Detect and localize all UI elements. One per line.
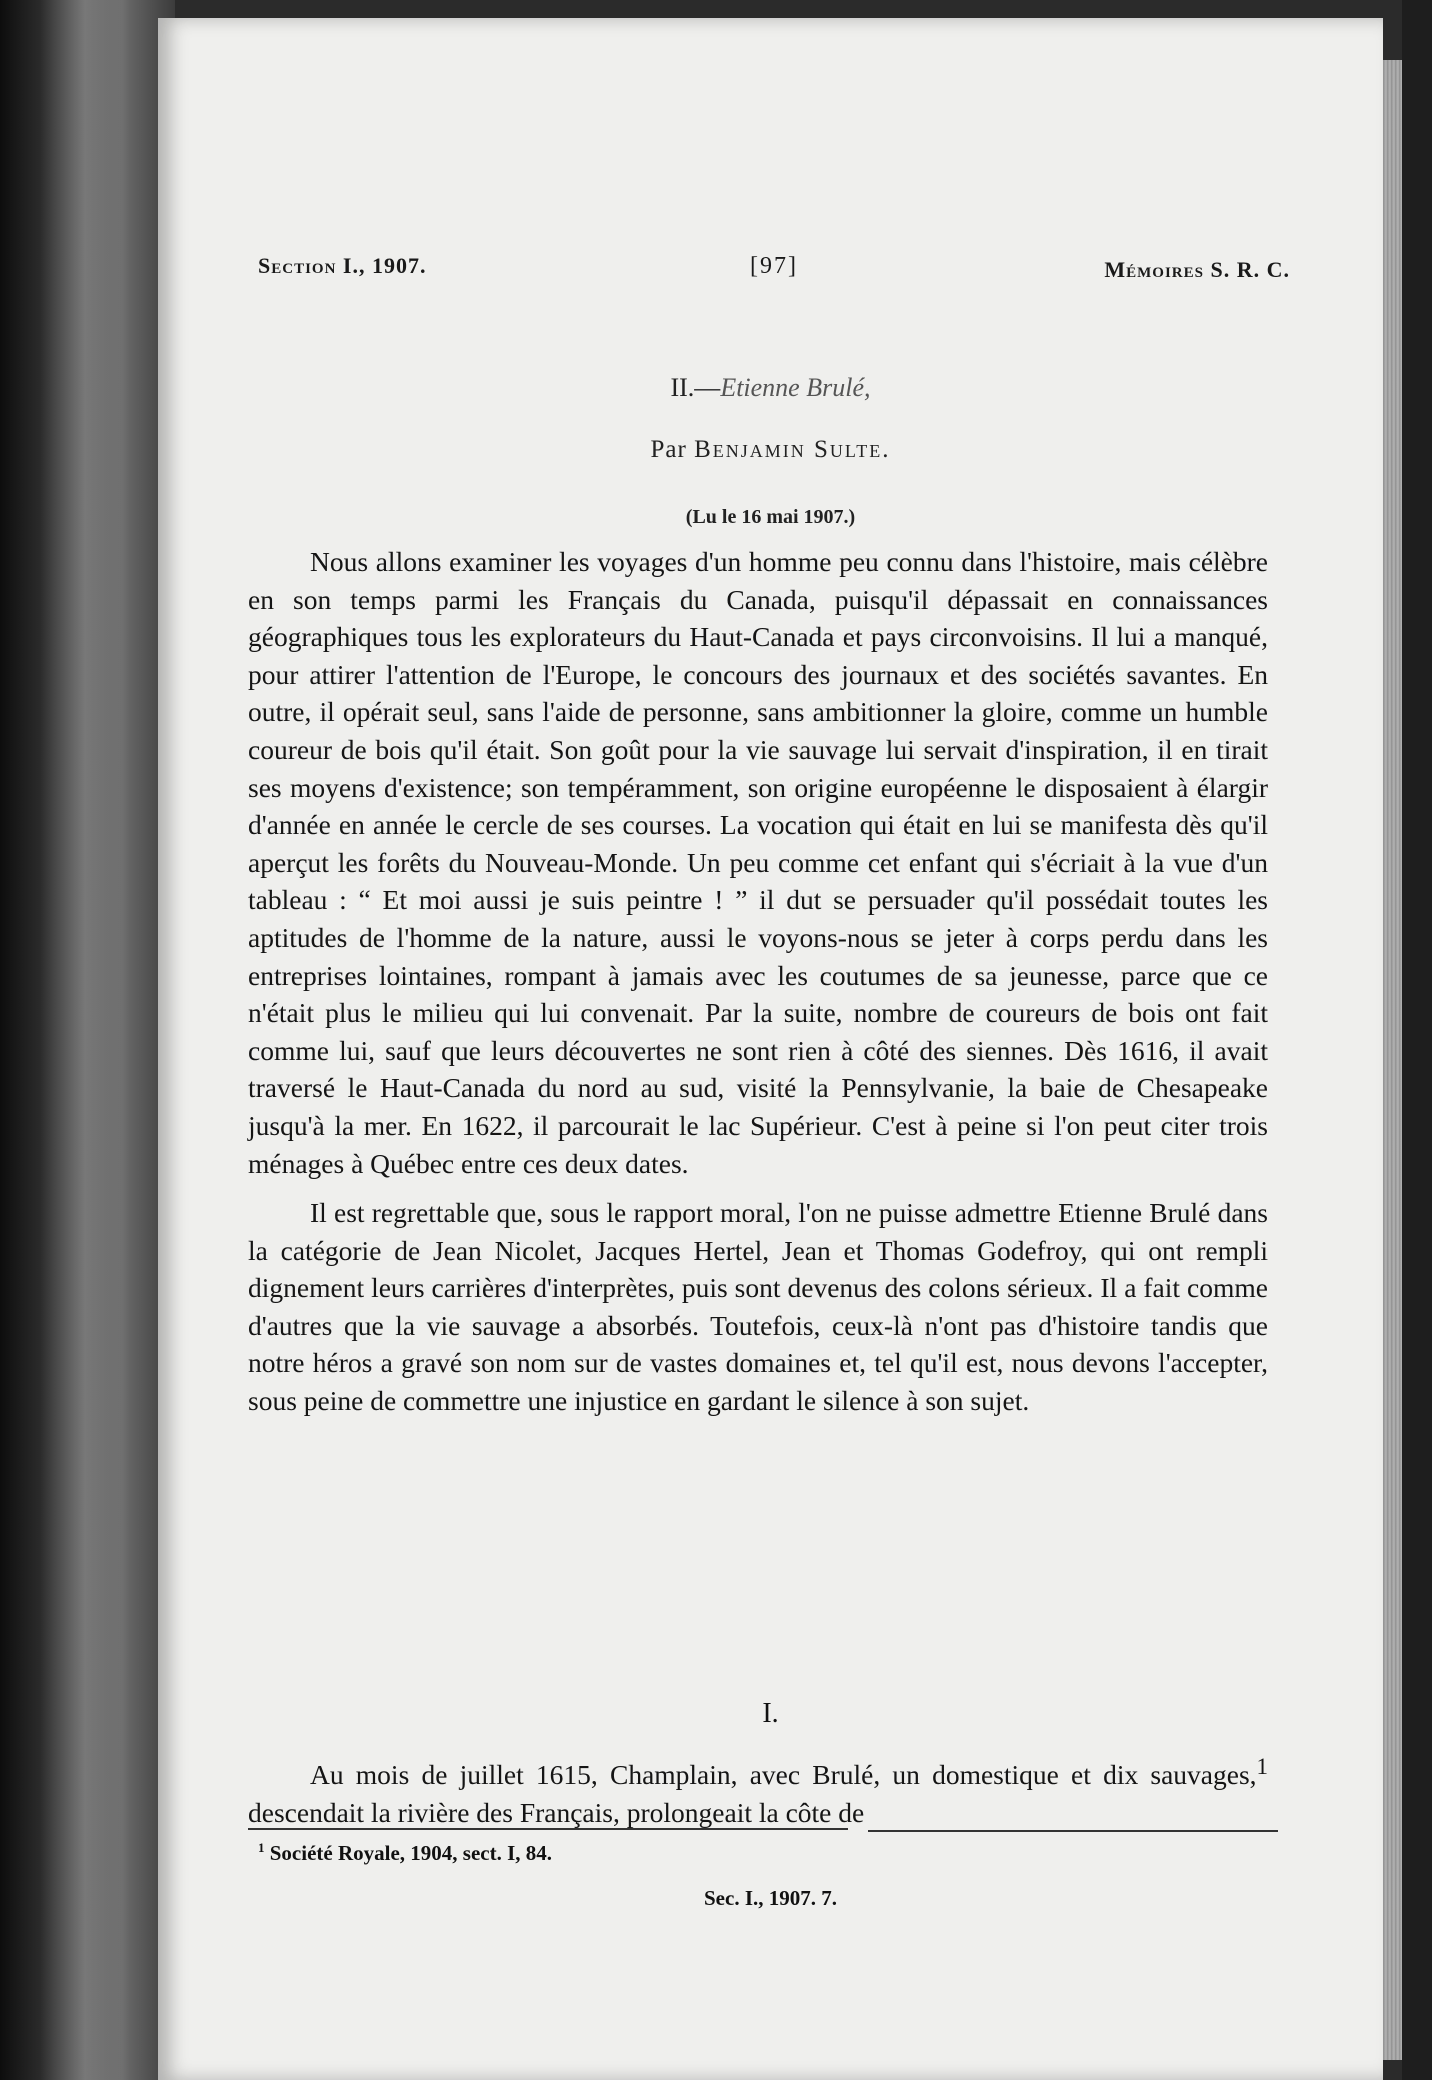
byline <box>158 436 1383 464</box>
footnote-rule-right <box>868 1830 1278 1832</box>
page-stack-edge <box>1380 60 1404 2060</box>
footnote-ref: 1 <box>1256 1754 1268 1779</box>
paragraph-3 <box>248 1748 1268 1831</box>
header-journal: Mémoires S. R. C. <box>1104 257 1290 282</box>
section-heading: I. <box>762 1698 779 1729</box>
paragraph-3-text: Au mois de juillet 1615, Champlain, avec Brulé, un domestique et dix sauvages, <box>310 1759 1257 1791</box>
footnote <box>258 1840 1258 1866</box>
article-title <box>158 373 1383 403</box>
paragraph-2: Il est regrettable que, sous le rapport moral, l'on ne puisse admettre Etienne Brulé dans la catégorie de Jean Nicolet, Jacques Hertel, Jean et Thomas Godefroy, qui ont rempli dignement leurs carrières d'interprètes, puis sont devenus des colons sérieux. Il a fait comme d'autres que la vie sauvage a absorbés. Toutefois, ceux-là n'ont pas d'histoire tandis que notre héros a gravé son nom sur de vastes domaines et, tel qu'il est, nous devons l'accepter, sous peine de commettre une injustice en gardant le silence à son sujet. <box>248 1197 1268 1417</box>
reading-date: (Lu le 16 mai 1907.) <box>685 506 856 528</box>
signature-mark: Sec. I., 1907. 7. <box>704 1886 837 1910</box>
paragraph-1: Nous allons examiner les voyages d'un homme peu connu dans l'histoire, mais célèbre en son temps parmi les Français du Canada, puisqu'il dépassait en connaissances géographiques tous les explorateurs du Haut-Canada et pays circonvoisins. Il lui a manqué, pour attirer l'attention de l'Europe, le concours des journaux et des sociétés savantes. En outre, il opérait seul, sans l'aide de personne, sans ambitionner la gloire, comme un humble coureur de bois qu'il était. Son goût pour la vie sauvage lui servait d'inspiration, il en tirait ses moyens d'existence; son tempéramment, son origine européenne le disposaient à élargir d'année en année le cercle de ses courses. La vocation qui était en lui se manifesta dès qu'il aperçut les forêts du Nouveau-Monde. Un peu comme cet enfant qui s'écriait à la vue d'un tableau : “ Et moi aussi je suis peintre ! ” il dut se persuader qu'il possédait toutes les aptitudes de l'homme de la nature, aussi le voyons-nous se jeter à corps perdu dans les entreprises lointaines, rompant à jamais avec les coutumes de sa jeunesse, parce que ce n'était plus le milieu qui lui convenait. Par la suite, nombre de coureurs de bois ont fait comme lui, sauf que leurs découvertes ne sont rien à côté des siennes. Dès 1616, il avait traversé le Haut-Canada du nord au sud, visité la Pennsylvanie, la baie de Chesapeake jusqu'à la mer. En 1622, il parcourait le lac Supérieur. C'est à peine si l'on peut citer trois ménages à Québec entre ces deux dates. <box>248 546 1268 1179</box>
article-body <box>248 543 1268 1420</box>
footnote-rule <box>248 1828 848 1830</box>
section-body <box>248 1748 1268 1831</box>
byline-prefix: Par <box>650 436 687 463</box>
paragraph-3-continued: descendait la rivière des Français, prolongeait la côte de <box>248 1796 865 1828</box>
article-number: II.— <box>670 373 721 402</box>
page <box>158 18 1383 2080</box>
footnote-mark: 1 <box>258 1840 265 1855</box>
binding-highlight <box>40 0 130 2080</box>
article-subject: Etienne Brulé, <box>720 373 871 402</box>
footnote-text: Société Royale, 1904, sect. I, 84. <box>264 1841 553 1865</box>
running-header <box>258 253 1290 293</box>
right-shadow <box>1402 0 1432 2080</box>
author-name: Benjamin Sulte. <box>694 436 891 463</box>
header-section: Section I., 1907. <box>258 253 427 278</box>
page-number: [97] <box>750 253 798 279</box>
